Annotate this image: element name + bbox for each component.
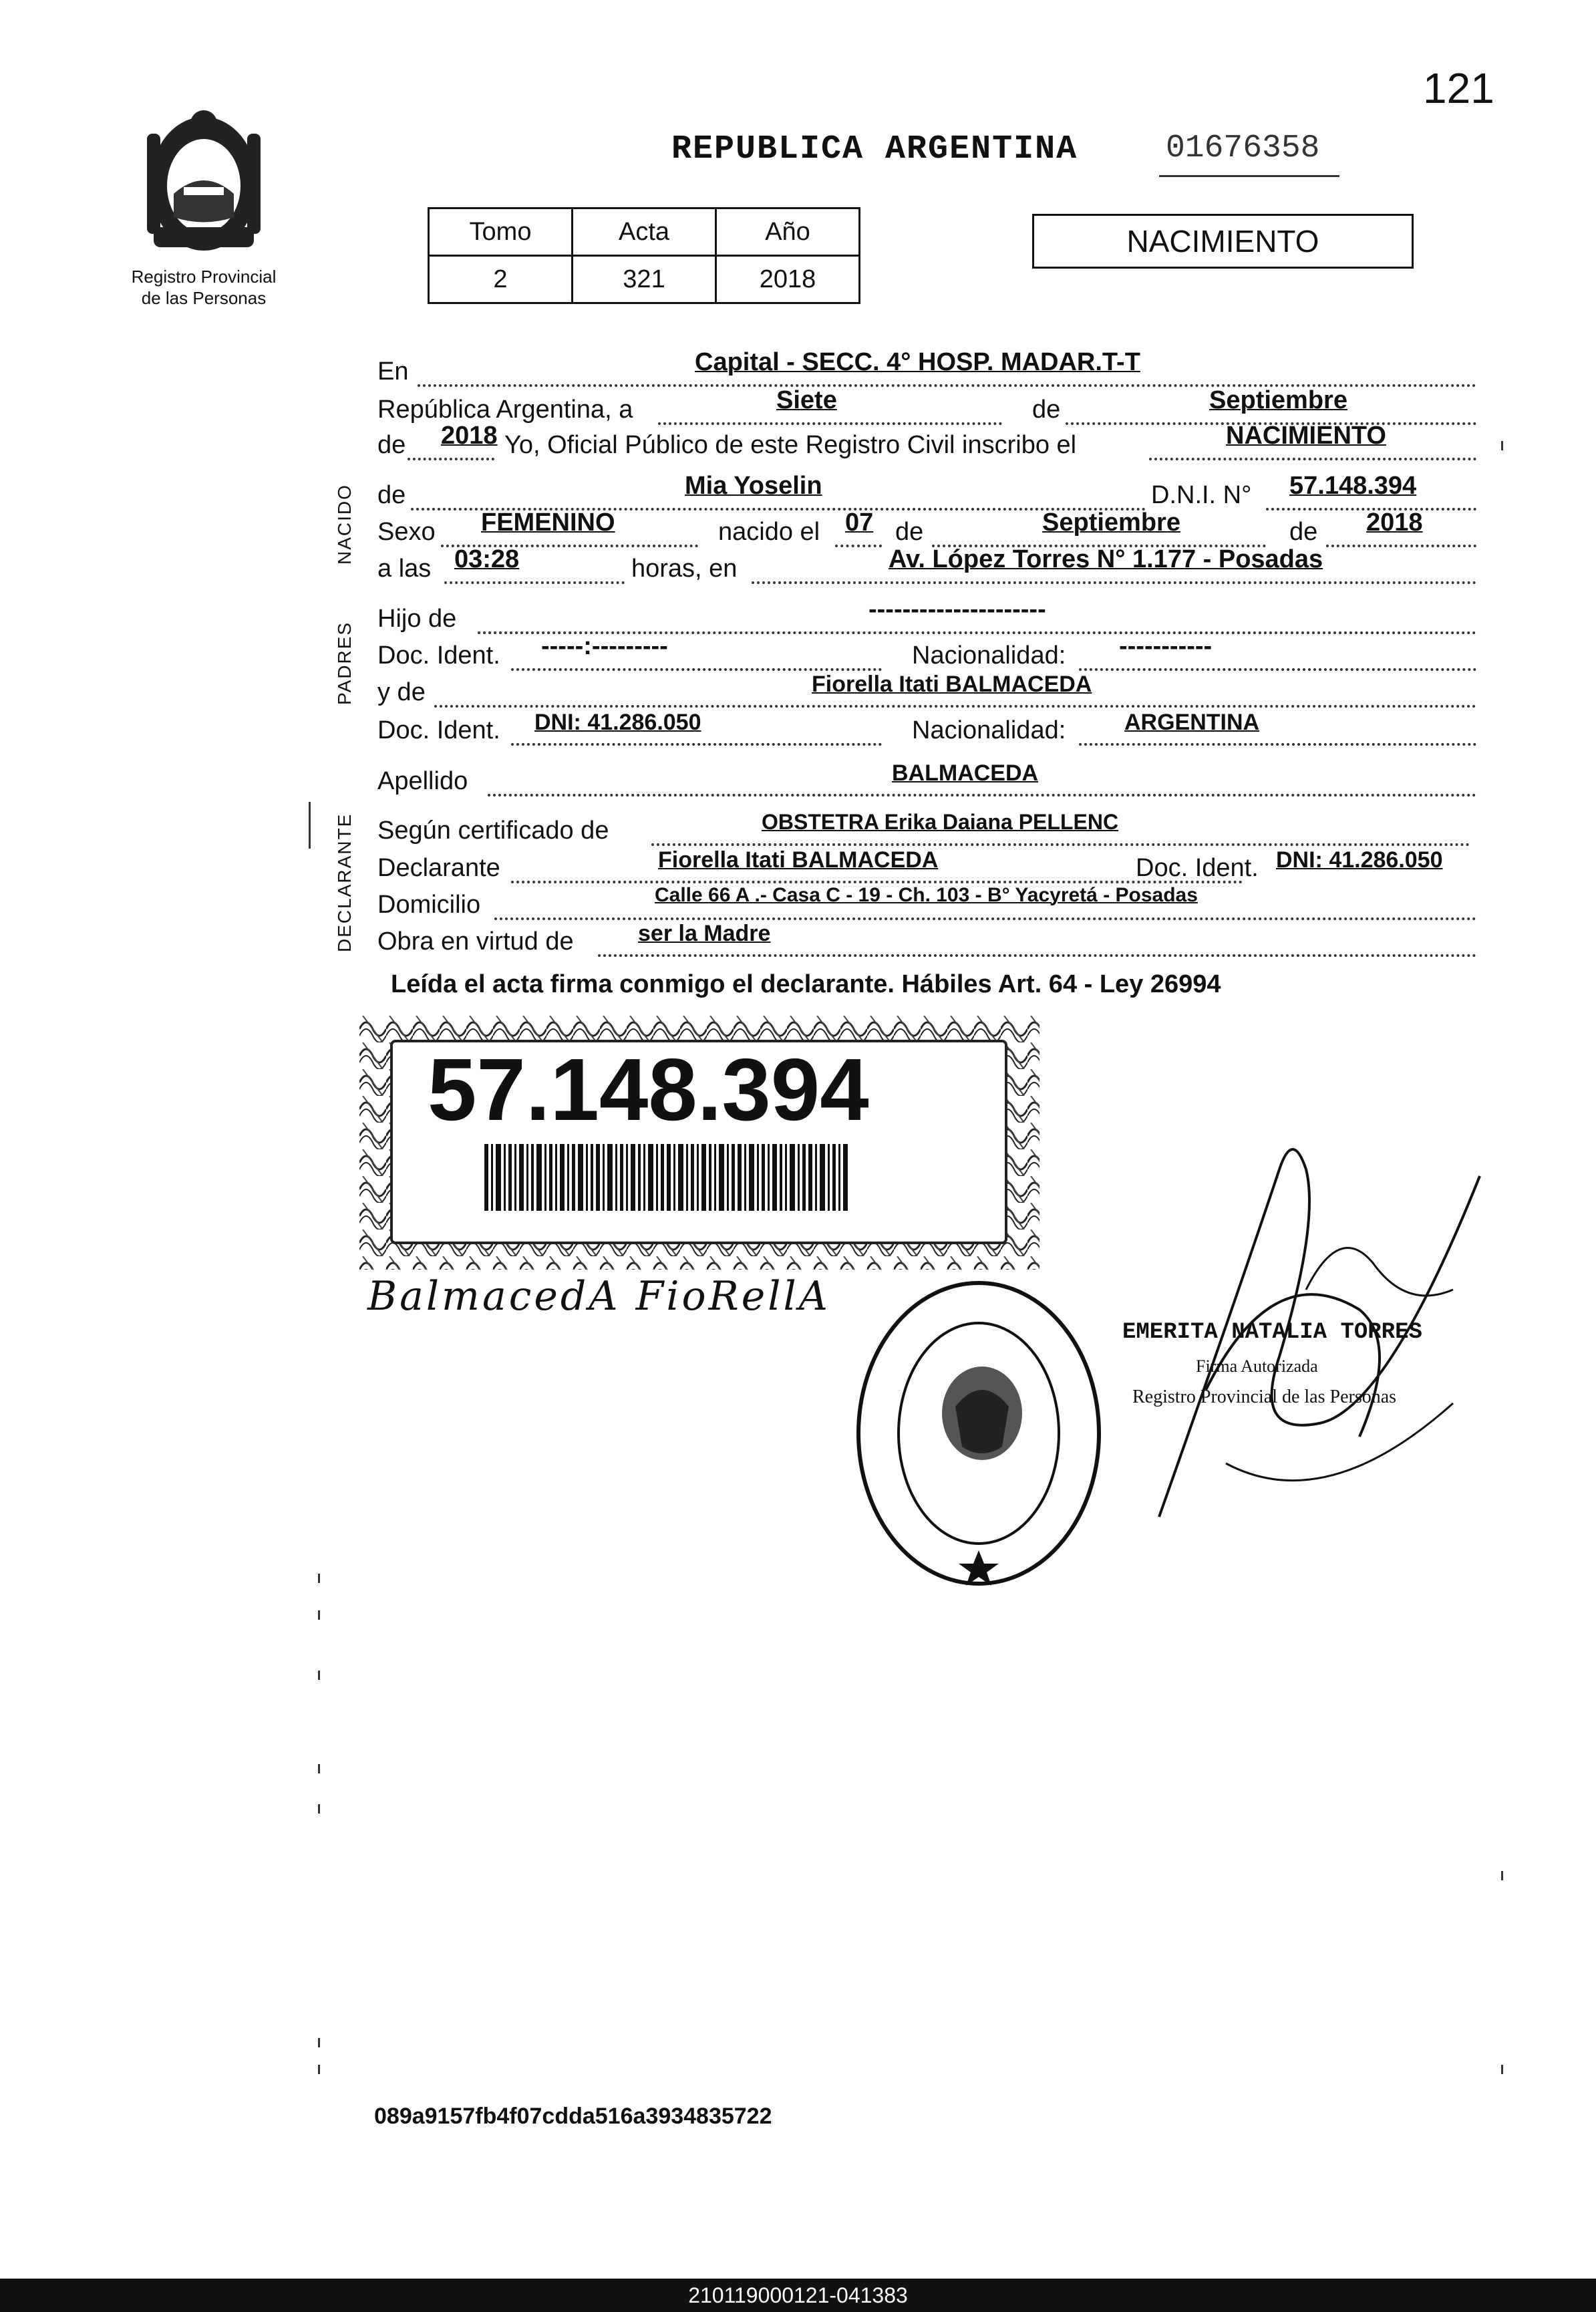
- hijo-label: Hijo de: [377, 605, 457, 633]
- table-value-anio: 2018: [716, 256, 860, 303]
- margin-tick: [318, 1804, 320, 1814]
- row-madre-doc: [377, 710, 1476, 750]
- lugar-value: Av. López Torres N° 1.177 - Posadas: [889, 545, 1323, 573]
- document-hash: 089a9157fb4f07cdda516a3934835722: [374, 2104, 772, 2129]
- country-heading: REPUBLICA ARGENTINA: [671, 130, 1078, 168]
- margin-tick: [1501, 441, 1503, 450]
- margin-tick: [318, 2065, 320, 2074]
- doc3-value: DNI: 41.286.050: [1276, 847, 1443, 873]
- serial-number: 01676358: [1166, 130, 1320, 166]
- official-seal-icon: [848, 1273, 1109, 1594]
- apellido-value: BALMACEDA: [892, 760, 1039, 786]
- table-value-tomo: 2: [429, 256, 573, 303]
- horas-en-label: horas, en: [631, 555, 738, 583]
- de-label: de: [1289, 518, 1318, 546]
- nacido-mes: Septiembre: [1042, 509, 1180, 537]
- dotted-line: [658, 422, 1002, 425]
- mes-value: Septiembre: [1209, 386, 1347, 414]
- nac1-label: Nacionalidad:: [912, 641, 1066, 670]
- side-label-nacido: NACIDO: [334, 484, 355, 565]
- margin-tick: [318, 2038, 320, 2047]
- dotted-line: [511, 668, 882, 671]
- hora-label: a las: [377, 555, 432, 583]
- margin-tick: [318, 1764, 320, 1773]
- dotted-line: [752, 581, 1476, 584]
- anio-value: 2018: [441, 422, 498, 450]
- row-obra: [377, 921, 1476, 961]
- obra-label: Obra en virtud de: [377, 927, 574, 956]
- de-label: de: [377, 431, 406, 459]
- row-padre-doc: [377, 632, 1476, 675]
- row-madre: [377, 672, 1476, 712]
- madre-value: Fiorella Itati BALMACEDA: [812, 672, 1092, 697]
- dotted-line: [511, 743, 882, 746]
- table-value-acta: 321: [573, 256, 716, 303]
- margin-tick: [318, 1574, 320, 1583]
- side-margin-mark: [309, 802, 311, 829]
- dia-value: Siete: [776, 386, 837, 414]
- dotted-line: [835, 545, 882, 547]
- hijo-value: ---------------------: [868, 595, 1046, 623]
- sexo-value: FEMENINO: [481, 509, 615, 537]
- officer-role: Firma Autorizada: [1196, 1356, 1318, 1376]
- closing-statement: Leída el acta firma conmigo el declarante. Hábiles Art. 64 - Ley 26994: [391, 970, 1221, 998]
- officer-office: Registro Provincial de las Personas: [1132, 1387, 1397, 1407]
- serial-underline: [1159, 175, 1339, 177]
- republica-label: República Argentina, a: [377, 396, 633, 424]
- domicilio-label: Domicilio: [377, 891, 481, 919]
- officer-name: EMERITA NATALIA TORRES: [1122, 1320, 1422, 1345]
- row-declarante: [377, 847, 1476, 887]
- margin-tick: [1501, 1871, 1503, 1880]
- margin-tick: [1501, 2065, 1503, 2074]
- dni-number: 57.148.394: [428, 1040, 869, 1139]
- barcode-icon: [484, 1144, 852, 1211]
- nac2-label: Nacionalidad:: [912, 716, 1066, 744]
- dotted-line: [444, 581, 625, 584]
- dni-value: 57.148.394: [1289, 472, 1417, 500]
- dotted-line: [651, 843, 1470, 846]
- nac1-value: -----------: [1119, 632, 1213, 660]
- side-label-padres: PADRES: [334, 621, 355, 705]
- registry-caption-line2: de las Personas: [141, 288, 267, 308]
- domicilio-value: Calle 66 A .- Casa C - 19 - Ch. 103 - B° Yacyretá - Posadas: [655, 884, 1198, 906]
- declarante-label: Declarante: [377, 854, 500, 882]
- de-label: de: [895, 518, 924, 546]
- footer-code: 210119000121-041383: [0, 2279, 1596, 2312]
- side-label-declarante: DECLARANTE: [334, 813, 355, 952]
- misiones-province-emblem-icon: [127, 107, 281, 261]
- sexo-label: Sexo: [377, 518, 436, 546]
- de-label: de: [377, 481, 406, 509]
- hora-value: 03:28: [454, 545, 520, 573]
- registry-caption-line1: Registro Provincial: [131, 267, 277, 287]
- dotted-line: [1149, 458, 1476, 460]
- row-apellido: [377, 760, 1476, 801]
- doc1-value: -----:---------: [541, 632, 668, 660]
- row-domicilio: [377, 884, 1476, 924]
- table-header-anio: Año: [716, 208, 860, 256]
- table-header-tomo: Tomo: [429, 208, 573, 256]
- registry-caption: [107, 266, 301, 309]
- side-margin-mark: [309, 829, 311, 849]
- nombre-value: Mia Yoselin: [685, 472, 822, 500]
- dotted-line: [1079, 743, 1476, 746]
- doc2-value: DNI: 41.286.050: [534, 710, 701, 735]
- dotted-line: [598, 954, 1476, 957]
- nacido-anio: 2018: [1366, 509, 1423, 537]
- dotted-line: [488, 794, 1476, 797]
- dotted-line: [494, 917, 1476, 920]
- dni-label: D.N.I. N°: [1151, 481, 1252, 509]
- apellido-label: Apellido: [377, 767, 468, 795]
- en-label: En: [377, 357, 409, 386]
- nac2-value: ARGENTINA: [1124, 710, 1260, 735]
- page-number: 121: [1423, 64, 1494, 112]
- certificado-label: Según certificado de: [377, 817, 609, 845]
- nacido-dia: 07: [845, 509, 874, 537]
- inscribo-value: NACIMIENTO: [1226, 422, 1386, 450]
- row-inscripcion: [377, 422, 1476, 464]
- inscribo-text: Yo, Oficial Público de este Registro Civil inscribo el: [504, 431, 1077, 459]
- dotted-line: [511, 881, 1243, 883]
- en-value: Capital - SECC. 4° HOSP. MADAR.T-T: [695, 348, 1140, 376]
- obra-value: ser la Madre: [638, 921, 771, 946]
- row-certificado: [377, 810, 1476, 850]
- record-table: [428, 207, 860, 304]
- certificado-value: OBSTETRA Erika Daiana PELLENC: [762, 810, 1119, 834]
- nacido-label: nacido el: [718, 518, 820, 546]
- doc1-label: Doc. Ident.: [377, 641, 500, 670]
- row-hora-lugar: [377, 545, 1476, 588]
- dotted-line: [1326, 545, 1476, 547]
- handwritten-signature: BalmacedA FioRellA: [367, 1273, 830, 1320]
- dotted-line: [1079, 668, 1476, 671]
- table-header-acta: Acta: [573, 208, 716, 256]
- margin-tick: [318, 1610, 320, 1620]
- margin-tick: [318, 1671, 320, 1680]
- doc3-label: Doc. Ident.: [1136, 854, 1259, 882]
- record-type-box: NACIMIENTO: [1032, 214, 1414, 269]
- dotted-line: [408, 458, 494, 460]
- doc2-label: Doc. Ident.: [377, 716, 500, 744]
- declarante-value: Fiorella Itati BALMACEDA: [658, 847, 939, 873]
- de-label: de: [1032, 396, 1061, 424]
- dotted-line: [434, 705, 1476, 708]
- yde-label: y de: [377, 678, 426, 706]
